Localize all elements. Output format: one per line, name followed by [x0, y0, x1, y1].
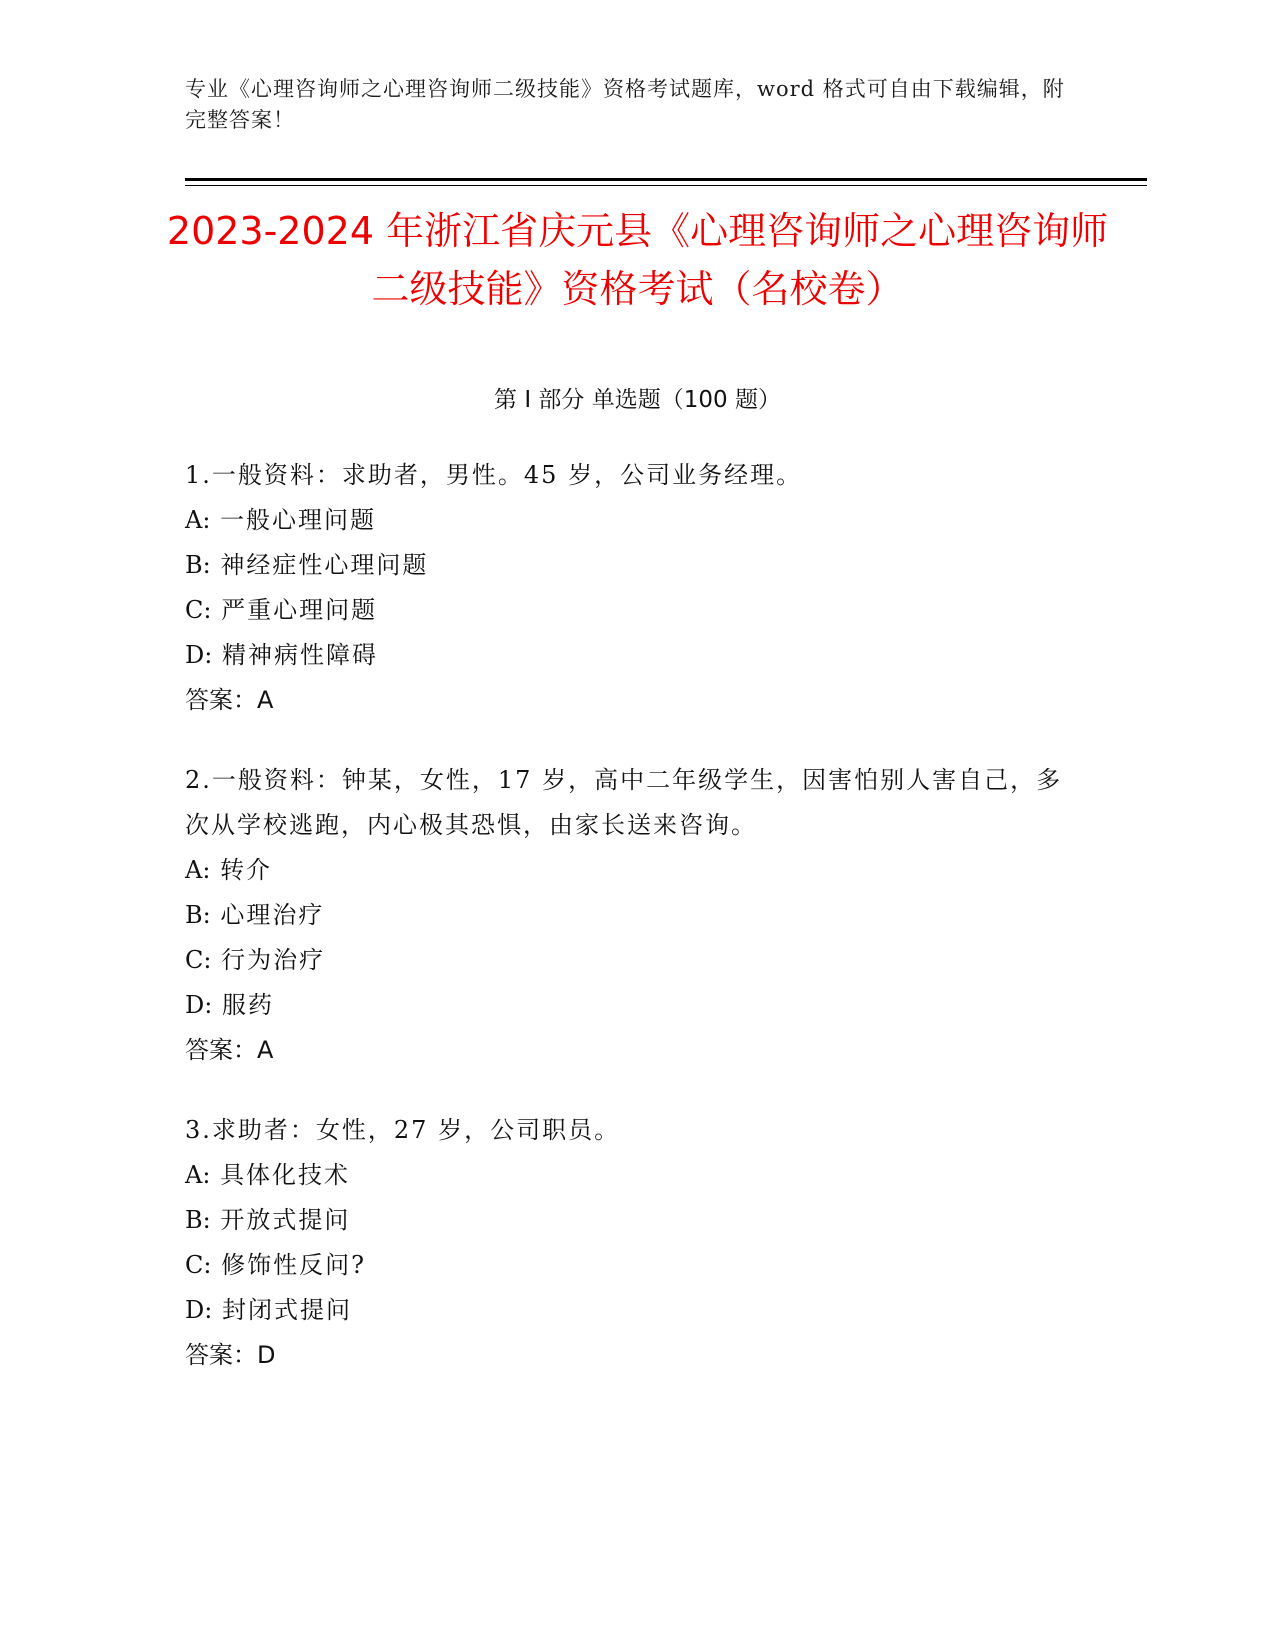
option-letter: B: — [185, 901, 211, 929]
option-letter: A: — [185, 1161, 211, 1189]
header-note: 专业《心理咨询师之心理咨询师二级技能》资格考试题库，word 格式可自由下载编辑，附完整答案！ — [185, 77, 1065, 132]
option-c — [185, 1243, 1065, 1288]
option-a — [185, 848, 1065, 893]
answer-value: A — [257, 686, 274, 714]
option-text: 行为治疗 — [221, 946, 326, 974]
option-text: 一般心理问题 — [220, 506, 377, 534]
header-rule-thick — [185, 178, 1147, 181]
answer-label: 答案： — [185, 1341, 257, 1369]
answer-value: D — [257, 1341, 276, 1369]
option-text: 具体化技术 — [220, 1161, 351, 1189]
question-stem: 2.一般资料：钟某，女性，17 岁，高中二年级学生，因害怕别人害自己，多次从学校逃跑，内心极其恐惧，由家长送来咨询。 — [185, 766, 1063, 839]
option-text: 精神病性障碍 — [221, 641, 378, 669]
option-letter: D: — [185, 1296, 213, 1324]
option-c — [185, 938, 1065, 983]
option-letter: B: — [185, 551, 211, 579]
option-c — [185, 588, 1065, 633]
option-a — [185, 498, 1065, 543]
question-stem: 3.求助者：女性，27 岁，公司职员。 — [185, 1116, 621, 1144]
question-3 — [185, 1108, 1065, 1378]
option-text: 严重心理问题 — [221, 596, 378, 624]
answer-value: A — [257, 1036, 274, 1064]
answer-line — [185, 1028, 1065, 1073]
option-text: 服药 — [221, 991, 274, 1019]
section-heading: 第 I 部分 单选题（100 题） — [494, 387, 781, 413]
option-letter: A: — [185, 856, 211, 884]
option-b — [185, 893, 1065, 938]
document-title: 2023-2024 年浙江省庆元县《心理咨询师之心理咨询师二级技能》资格考试（名校卷） — [166, 209, 1109, 311]
option-text: 神经症性心理问题 — [220, 551, 429, 579]
option-text: 封闭式提问 — [221, 1296, 352, 1324]
option-d — [185, 983, 1065, 1028]
option-text: 心理治疗 — [220, 901, 325, 929]
option-a — [185, 1153, 1065, 1198]
option-letter: C: — [185, 1251, 212, 1279]
option-letter: B: — [185, 1206, 211, 1234]
option-b — [185, 543, 1065, 588]
option-letter: A: — [185, 506, 211, 534]
option-text: 转介 — [220, 856, 273, 884]
question-1 — [185, 453, 1065, 723]
option-text: 开放式提问 — [220, 1206, 351, 1234]
question-2 — [185, 758, 1065, 1073]
option-letter: C: — [185, 596, 212, 624]
header-rule-thin — [185, 185, 1147, 186]
answer-line — [185, 1333, 1065, 1378]
option-letter: D: — [185, 991, 213, 1019]
option-b — [185, 1198, 1065, 1243]
option-text: 修饰性反问? — [221, 1251, 366, 1279]
answer-label: 答案： — [185, 686, 257, 714]
question-stem: 1.一般资料：求助者，男性。45 岁，公司业务经理。 — [185, 461, 803, 489]
answer-line — [185, 678, 1065, 723]
answer-label: 答案： — [185, 1036, 257, 1064]
option-d — [185, 633, 1065, 678]
option-letter: D: — [185, 641, 213, 669]
option-letter: C: — [185, 946, 212, 974]
option-d — [185, 1288, 1065, 1333]
